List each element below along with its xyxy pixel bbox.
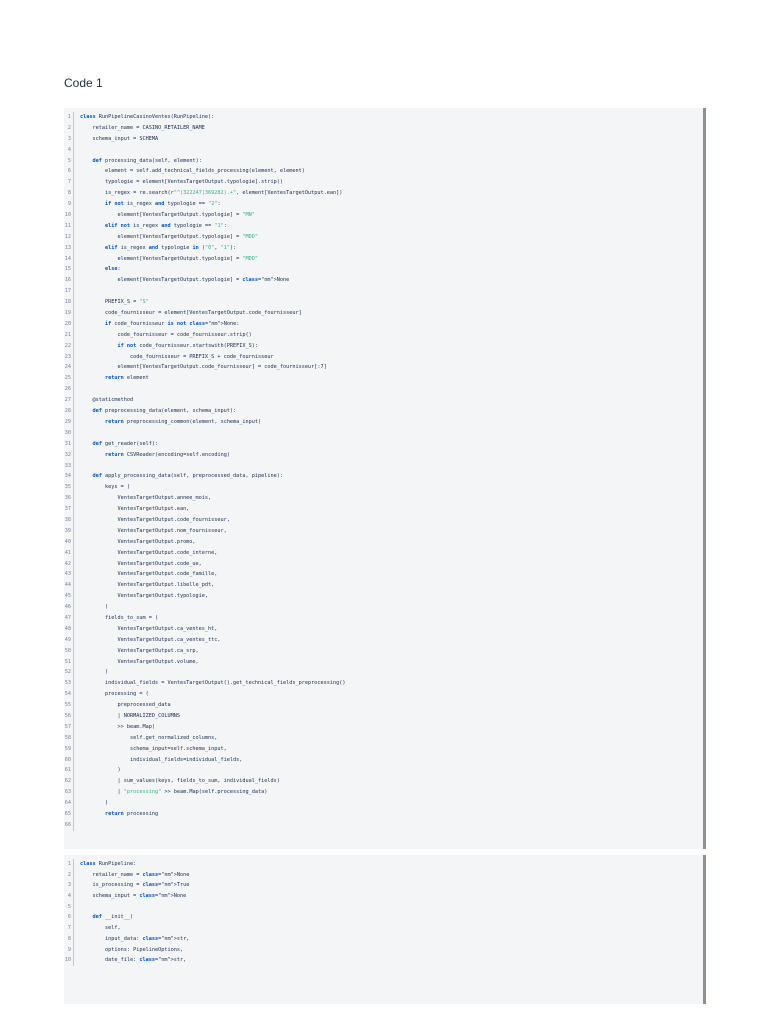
line-number: 53 [64,678,74,689]
code-text: return CSVReader(encoding=self.encoding) [105,451,230,458]
code-text: options: PipelineOptions, [80,946,184,953]
code-text: VentesTargetOutput.ca_ventes_ht, [80,625,218,632]
code-line [64,199,703,210]
line-number: 19 [64,308,74,319]
code-line [64,678,703,689]
line-number: 23 [64,352,74,363]
code-line [64,428,703,439]
code-line [64,417,703,428]
line-number: 21 [64,330,74,341]
code-line [64,482,703,493]
code-line [64,264,703,275]
line-number: 7 [64,177,74,188]
code-text: return preprocessing_common(element, schema_input) [105,418,262,425]
line-number: 49 [64,635,74,646]
line-number: 60 [64,755,74,766]
code-line [64,145,703,156]
code-line [64,156,703,167]
line-number: 18 [64,297,74,308]
code-text: schema_input = SCHEMA [80,135,159,142]
code-line [64,569,703,580]
line-number: 40 [64,537,74,548]
line-number: 56 [64,711,74,722]
code-text: def apply_processing_data(self, preprocessed_data, pipeline): [92,473,284,480]
code-text: VentesTargetOutput.nom_fournisseur, [80,527,227,534]
code-text: VentesTargetOutput.volume, [80,658,199,665]
code-line [64,559,703,570]
line-number: 24 [64,362,74,373]
line-number: 15 [64,264,74,275]
code-text: ) [80,669,109,676]
code-text: typologie = element[VentesTargetOutput.typologie].strip() [80,179,284,186]
code-block [64,108,706,849]
line-number: 12 [64,232,74,243]
line-number: 65 [64,809,74,820]
line-number: 6 [64,166,74,177]
code-line [64,955,703,966]
code-line [64,221,703,232]
code-line [64,765,703,776]
line-number: 13 [64,243,74,254]
line-number: 27 [64,395,74,406]
code-text: class RunPipeline: [80,861,137,867]
line-number: 33 [64,461,74,472]
code-line [64,755,703,766]
code-text: retailer_name = class="nm">None [80,871,190,878]
code-line [64,177,703,188]
code-line [64,275,703,286]
code-line [64,580,703,591]
line-number: 9 [64,945,74,956]
code-line [64,548,703,559]
line-number: 11 [64,221,74,232]
code-line [64,450,703,461]
code-text: element[VentesTargetOutput.typologie] = "MDD" [80,255,259,262]
code-text: element[VentesTargetOutput.typologie] = "MDD" [80,233,259,240]
line-number: 4 [64,891,74,902]
code-text: | sum_values(keys, fields_to_sum, individual_fields) [80,778,280,785]
code-text: schema_input=self.schema_input, [80,745,227,752]
line-number: 8 [64,934,74,945]
line-number: 50 [64,646,74,657]
code-line [64,602,703,613]
line-number: 46 [64,602,74,613]
code-text: code_fournisseur = element[VentesTargetOutput.code_fournisseur] [80,310,302,317]
code-line [64,254,703,265]
line-number: 10 [64,955,74,966]
line-number: 42 [64,559,74,570]
code-line [64,123,703,134]
code-text: self.get_normalized_columns, [80,734,218,741]
code-text: is_processing = class="nm">True [80,882,190,889]
line-number: 38 [64,515,74,526]
line-number: 31 [64,439,74,450]
code-line [64,870,703,881]
code-line [64,711,703,722]
line-number: 30 [64,428,74,439]
code-text: VentesTargetOutput.ca_ventes_ttc, [80,636,221,643]
code-text: PREFIX_S = "S" [80,299,149,306]
line-number: 8 [64,188,74,199]
code-line [64,646,703,657]
line-number: 5 [64,156,74,167]
code-line [64,880,703,891]
code-line [64,733,703,744]
code-line [64,406,703,417]
line-number: 10 [64,210,74,221]
code-line [64,493,703,504]
code-line [64,362,703,373]
line-number: 3 [64,134,74,145]
code-text: else: [105,266,121,273]
line-number: 37 [64,504,74,515]
code-text: if not is_regex and typologie == "2": [105,201,221,208]
line-number: 61 [64,765,74,776]
code-line [64,384,703,395]
code-text: def __init__( [92,914,134,921]
code-text: | NORMALIZED_COLUMNS [80,712,180,719]
code-line [64,439,703,450]
code-line [64,923,703,934]
code-line [64,297,703,308]
line-number: 45 [64,591,74,602]
code-line [64,798,703,809]
line-number: 34 [64,471,74,482]
line-number: 20 [64,319,74,330]
line-number: 14 [64,254,74,265]
line-number: 17 [64,286,74,297]
code-text: element[VentesTargetOutput.typologie] = class="nm">None [80,277,290,284]
code-text: ) [80,767,121,774]
code-line [64,134,703,145]
line-number: 55 [64,700,74,711]
code-line [64,319,703,330]
line-number: 9 [64,199,74,210]
code-text: individual_fields = VentesTargetOutput().get_technical_fields_preprocessing() [80,680,346,687]
line-number: 41 [64,548,74,559]
code-text: VentesTargetOutput.typologie, [80,593,209,600]
code-line [64,515,703,526]
code-line [64,243,703,254]
line-number: 16 [64,275,74,286]
line-number: 59 [64,744,74,755]
code-text: return processing [105,811,159,817]
line-number: 62 [64,776,74,787]
line-number: 2 [64,870,74,881]
code-line [64,667,703,678]
code-line [64,537,703,548]
code-text: | "processing" >> beam.Map(self.processing_data) [80,789,268,796]
code-text: ) [80,604,109,611]
code-text: schema_input = class="nm">None [80,893,187,900]
line-number: 63 [64,787,74,798]
line-number: 29 [64,417,74,428]
code-line [64,232,703,243]
code-line [64,820,703,831]
line-number: 4 [64,145,74,156]
code-text: element[VentesTargetOutput.typologie] = "MN" [80,212,255,219]
code-text: element = self.add_technical_fields_processing(element, element) [80,168,305,175]
code-line [64,787,703,798]
code-text: return element [105,375,149,382]
line-number: 47 [64,613,74,624]
code-text: VentesTargetOutput.libelle_pdt, [80,582,215,589]
code-text: VentesTargetOutput.ean, [80,506,190,513]
code-line [64,891,703,902]
code-line [64,902,703,913]
code-line [64,635,703,646]
line-number: 48 [64,624,74,635]
code-line [64,526,703,537]
line-number: 66 [64,820,74,831]
code-text: if not code_fournisseur.startswith(PREFIX_S): [117,342,259,349]
code-line [64,112,703,123]
code-line [64,613,703,624]
line-number: 64 [64,798,74,809]
line-number: 58 [64,733,74,744]
line-number: 44 [64,580,74,591]
code-line [64,945,703,956]
line-number: 52 [64,667,74,678]
code-text: input_data: class="nm">str, [80,935,190,942]
code-block [64,855,706,1004]
line-number: 28 [64,406,74,417]
code-line [64,471,703,482]
code-text: is_regex = re.search(r"^(322247|369282).+", element[VentesTargetOutput.ean]) [80,190,343,197]
code-line [64,776,703,787]
line-number: 1 [64,859,74,870]
code-line [64,166,703,177]
code-line [64,373,703,384]
code-text: def get_reader(self): [92,440,159,447]
code-text: individual_fields=individual_fields, [80,756,243,763]
code-line [64,330,703,341]
code-text: self, [80,925,121,932]
code-line [64,744,703,755]
code-line [64,461,703,472]
code-line [64,700,703,711]
line-number: 57 [64,722,74,733]
code-text: VentesTargetOutput.code_famille, [80,571,218,578]
code-text: fields_to_sum = ( [80,614,159,621]
code-line [64,912,703,923]
line-number: 32 [64,450,74,461]
line-number: 7 [64,923,74,934]
code-line [64,188,703,199]
code-line [64,504,703,515]
code-text: VentesTargetOutput.code_ue, [80,560,202,567]
code-text: class RunPipelineCasinoVentes(RunPipeline): [80,114,215,120]
code-text: code_fournisseur = PREFIX_S + code_fournisseur [80,353,274,360]
code-line [64,809,703,820]
code-text: preprocessed_data [80,702,171,709]
code-text: processing = ( [80,691,149,698]
line-number: 36 [64,493,74,504]
code-line [64,395,703,406]
code-text: retailer_name = CASINO_RETAILER_NAME [80,124,205,131]
code-line [64,934,703,945]
line-number: 51 [64,657,74,668]
line-number: 3 [64,880,74,891]
code-text: if code_fournisseur is not class="nm">None: [105,320,240,327]
line-number: 2 [64,123,74,134]
code-line [64,308,703,319]
code-text: VentesTargetOutput.code_fournisseur, [80,516,230,523]
line-number: 5 [64,902,74,913]
code-line [64,341,703,352]
code-line [64,352,703,363]
code-text: elif is_regex and typologie in ("0", "1"): [105,244,237,251]
page-title: Code 1 [64,76,103,90]
line-number: 54 [64,689,74,700]
code-text: def preprocessing_data(element, schema_input): [92,408,237,415]
line-number: 1 [64,112,74,123]
code-line [64,657,703,668]
code-text: @staticmethod [80,397,134,404]
code-line [64,591,703,602]
code-text: VentesTargetOutput.ca_srp, [80,647,199,654]
code-text: elif not is_regex and typologie == "1": [105,222,227,229]
code-line [64,286,703,297]
line-number: 6 [64,912,74,923]
line-number: 35 [64,482,74,493]
line-number: 43 [64,569,74,580]
line-number: 39 [64,526,74,537]
code-text: VentesTargetOutput.promo, [80,538,196,545]
code-line [64,210,703,221]
code-text: code_fournisseur = code_fournisseur.strip() [80,331,252,338]
code-line [64,624,703,635]
code-line [64,689,703,700]
code-text: date_file: class="nm">str, [80,957,187,964]
line-number: 22 [64,341,74,352]
code-text: def processing_data(self, element): [92,157,202,164]
code-text: element[VentesTargetOutput.code_fournisseur] = code_fournisseur[:7] [80,364,327,371]
code-text: >> beam.Map( [80,723,155,730]
line-number: 26 [64,384,74,395]
code-text: VentesTargetOutput.code_interne, [80,549,218,556]
code-line [64,859,703,870]
code-line [64,722,703,733]
code-text: keys = ( [80,484,130,491]
code-text: VentesTargetOutput.annee_mois, [80,495,212,502]
line-number: 25 [64,373,74,384]
code-text: ) [80,800,109,807]
